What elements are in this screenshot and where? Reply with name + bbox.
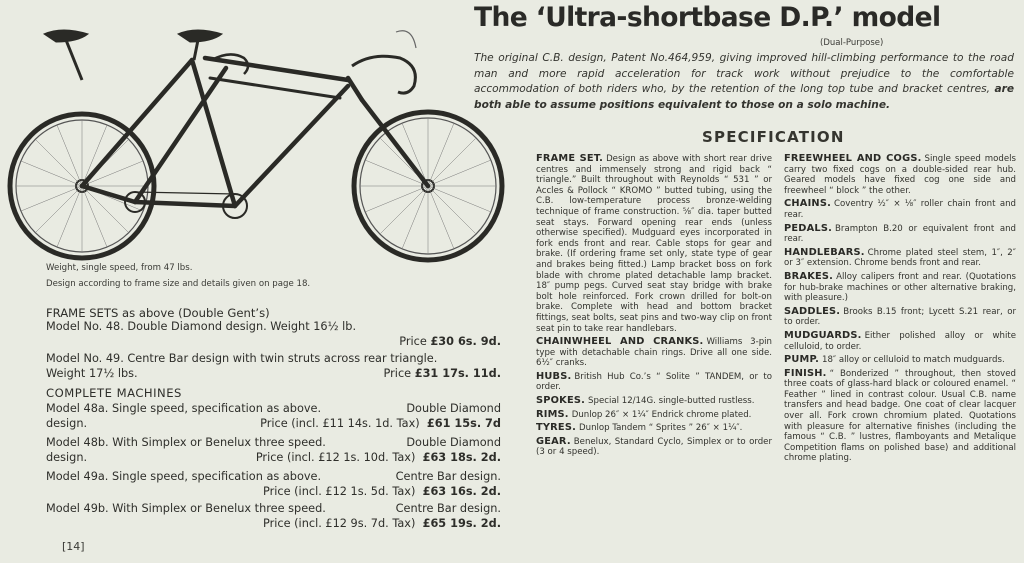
model-price-line <box>46 335 501 350</box>
spec-item-hubs <box>536 372 772 393</box>
spec-item-spokes <box>536 396 772 407</box>
model-price-line <box>46 451 501 466</box>
intro-paragraph <box>474 51 1014 113</box>
spec-label: PEDALS. <box>784 222 833 234</box>
spec-label: SADDLES. <box>784 305 841 317</box>
spec-item-chains <box>784 199 1016 220</box>
spec-label: TYRES. <box>536 422 576 434</box>
model-desc-left: Model 48a. Single speed, specification as above. <box>46 402 322 415</box>
price-label: Price <box>383 366 412 380</box>
spec-label: FRAME SET. <box>536 153 604 164</box>
spec-text: Chrome plated steel stem, 1″, 2″ or 3″ extension. Chrome bends front and rear. <box>784 247 1016 269</box>
spec-column-left <box>536 154 772 461</box>
model-desc-left: Model 49b. With Simplex or Benelux three speed. <box>46 502 326 515</box>
spec-item-tyres <box>536 423 772 434</box>
spec-text: Williams 3-pin type with detachable chain rings. Drive all one side. 6½″ cranks. <box>536 337 772 369</box>
spec-label: FREEWHEEL AND COGS. <box>784 153 922 164</box>
frame-sets-heading: FRAME SETS as above (Double Gent’s) <box>46 306 270 320</box>
spec-item-rims <box>536 410 772 421</box>
spec-text: Brampton B.20 or equivalent front and rear. <box>784 223 1016 245</box>
model-weight: Weight 17½ lbs. <box>46 366 138 380</box>
spec-text: Single speed models carry two fixed cogs on a double-sided rear hub. Geared models have fixed cog one side and freewheel “ block ” the other. <box>784 154 1016 196</box>
model-desc-left: Model 49a. Single speed, specification as above. <box>46 470 322 483</box>
frame-model-49 <box>46 352 501 381</box>
frame-model-48 <box>46 320 501 349</box>
intro-text: The original C.B. design, Patent No.464,959, giving improved hill-climbing performance to the road man and more rapid acceleration for track work without prejudice to the comfortable accommodation of both riders who, by the retention of the long top tube and bracket centres, <box>474 52 1014 96</box>
machine-model-48b <box>46 436 501 465</box>
rear-saddle <box>44 30 88 42</box>
spec-item-pedals <box>784 224 1016 245</box>
spec-text: “ Bonderized ” throughout, then stoved three coats of glass-hard black or coloured enamel. “ Feather ” lined in contrast colour. Usual C.B. name transfers and head badge. One coat of clear lacquer over all. Fork crown chromium plated. Quotations with pleasure for alternative finishes (including the famous “ C.B. ” lustres, flamboyants and Metalique Competition flams on polished base) and additional chrome plating. <box>784 368 1016 464</box>
page-title: The ‘Ultra-shortbase D.P.’ model <box>474 2 941 33</box>
spec-text: Benelux, Standard Cyclo, Simplex or to order (3 or 4 speed). <box>536 436 772 458</box>
model-price-line <box>46 485 501 500</box>
spec-text: Alloy calipers front and rear. (Quotations for hub-brake machines or other alternative braking, with pleasure.) <box>784 271 1016 304</box>
price-amount: £31 17s. 11d. <box>414 366 501 380</box>
spec-item-gear <box>536 437 772 458</box>
model-description <box>46 502 501 517</box>
model-desc-right: Double Diamond <box>406 402 501 415</box>
model-price-line <box>384 367 501 382</box>
spec-text: Dunlop Tandem “ Sprites ” 26″ × 1¼″. <box>579 423 743 434</box>
spec-text: 18″ alloy or celluloid to match mudguards. <box>822 355 1005 366</box>
model-desc-right: Double Diamond <box>406 436 501 449</box>
front-saddle <box>178 30 222 42</box>
price-label: Price (incl. £12 1s. 5d. Tax) <box>263 484 416 498</box>
model-desc-left: Model 48b. With Simplex or Benelux three speed. <box>46 436 326 449</box>
model-description: Model No. 48. Double Diamond design. Weight 16½ lb. <box>46 320 357 333</box>
price-amount: £63 18s. 2d. <box>422 450 501 464</box>
spec-label: CHAINS. <box>784 198 831 210</box>
model-price-line <box>46 417 501 432</box>
machine-model-49b <box>46 502 501 531</box>
spec-label: RIMS. <box>536 408 569 420</box>
design-caption: Design according to frame size and details given on page 18. <box>46 279 311 289</box>
timing-chain <box>135 192 235 194</box>
spec-text: Design as above with short rear drive centres and immensely strong and rigid back “ triangle.” Built throughout with Reynolds “ 531 ” or Accles & Pollock “ KROMO ” butted tubing, using the C.B. low-temperature process bronze-welding technique of frame construction. ⅝″ dia. taper butted seat stays. Forward opening rear ends (unless otherwise specified). Mudguard eyes incorporated in fork ends front and rear. Cable stops for gear and brake. (If ordering frame set only, state type of gear and brakes being fitted.) Lamp bracket boss on fork blade with chrome plated detachable lamp bracket. 18″ pump pegs. Curved seat stay bridge with brake bolt hole reinforced. Fork crown drilled for bolt-on brake. Complete with head and bottom bracket fittings, seat bolts, seat pins and two-way clip on front seat pin to take rear handlebars. <box>536 154 773 334</box>
spec-label: HANDLEBARS. <box>784 246 865 258</box>
model-desc-right: Centre Bar design. <box>395 502 501 515</box>
spec-text: Brooks B.15 front; Lycett S.21 rear, or to order. <box>784 306 1016 328</box>
tandem-bicycle-illustration <box>0 20 520 270</box>
price-amount: £65 19s. 2d. <box>422 516 501 530</box>
model-weight-price-line <box>46 367 501 382</box>
price-label: Price (incl. £12 1s. 10d. Tax) <box>255 450 416 464</box>
spec-item-frame-set <box>536 154 772 334</box>
weight-caption: Weight, single speed, from 47 lbs. <box>46 263 193 273</box>
spec-item-mudguards <box>784 331 1016 352</box>
spec-label: SPOKES. <box>536 395 586 407</box>
model-description <box>46 436 501 451</box>
machine-model-48a <box>46 402 501 431</box>
model-description <box>46 402 501 417</box>
spec-column-right <box>784 154 1016 467</box>
model-desc-cont: design. <box>46 416 88 430</box>
spec-text: Coventry ½″ × ⅛″ roller chain front and rear. <box>784 199 1016 220</box>
spec-item-brakes <box>784 272 1016 304</box>
spec-item-chainwheel <box>536 337 772 369</box>
machine-model-49a <box>46 470 501 499</box>
price-amount: £30 6s. 9d. <box>430 334 501 348</box>
price-label: Price <box>399 334 427 348</box>
spec-label: HUBS. <box>536 370 572 382</box>
spec-text: Either polished alloy or white celluloid, to order. <box>784 330 1016 352</box>
page-subtitle: (Dual-Purpose) <box>820 38 884 48</box>
model-price-line <box>46 517 501 532</box>
spec-item-finish <box>784 369 1016 464</box>
front-handlebars <box>352 56 415 93</box>
price-amount: £63 16s. 2d. <box>422 484 501 498</box>
model-description: Model No. 49. Centre Bar design with twin struts across rear triangle. <box>46 352 438 365</box>
spec-label: PUMP. <box>784 354 819 366</box>
model-description <box>46 470 501 485</box>
spec-item-freewheel <box>784 154 1016 196</box>
price-label: Price (incl. £11 14s. 1d. Tax) <box>260 416 420 430</box>
model-desc-right: Centre Bar design. <box>395 470 501 483</box>
spec-text: British Hub Co.’s “ Solite ” TANDEM, or to order. <box>536 371 772 393</box>
intro-text-emphasis: are both able to assume positions equivalent to those on a solo machine. <box>474 83 1015 111</box>
spec-text: Special 12/14G. single-butted rustless. <box>588 396 755 407</box>
spec-label: GEAR. <box>536 435 571 447</box>
page-number: [14] <box>62 540 85 553</box>
price-label: Price (incl. £12 9s. 7d. Tax) <box>263 516 416 530</box>
spec-item-pump <box>784 355 1016 366</box>
complete-machines-heading: COMPLETE MACHINES <box>46 386 182 400</box>
price-amount: £61 15s. 7d <box>426 416 501 430</box>
spec-text: Dunlop 26″ × 1¼″ Endrick chrome plated. <box>571 409 752 420</box>
spec-label: CHAINWHEEL AND CRANKS. <box>536 336 704 348</box>
spec-label: BRAKES. <box>784 270 834 282</box>
spec-item-handlebars <box>784 248 1016 269</box>
spec-item-saddles <box>784 307 1016 328</box>
specification-heading: SPECIFICATION <box>702 128 845 146</box>
model-desc-cont: design. <box>46 450 88 464</box>
spec-label: MUDGUARDS. <box>784 329 862 341</box>
spec-label: FINISH. <box>784 367 827 379</box>
